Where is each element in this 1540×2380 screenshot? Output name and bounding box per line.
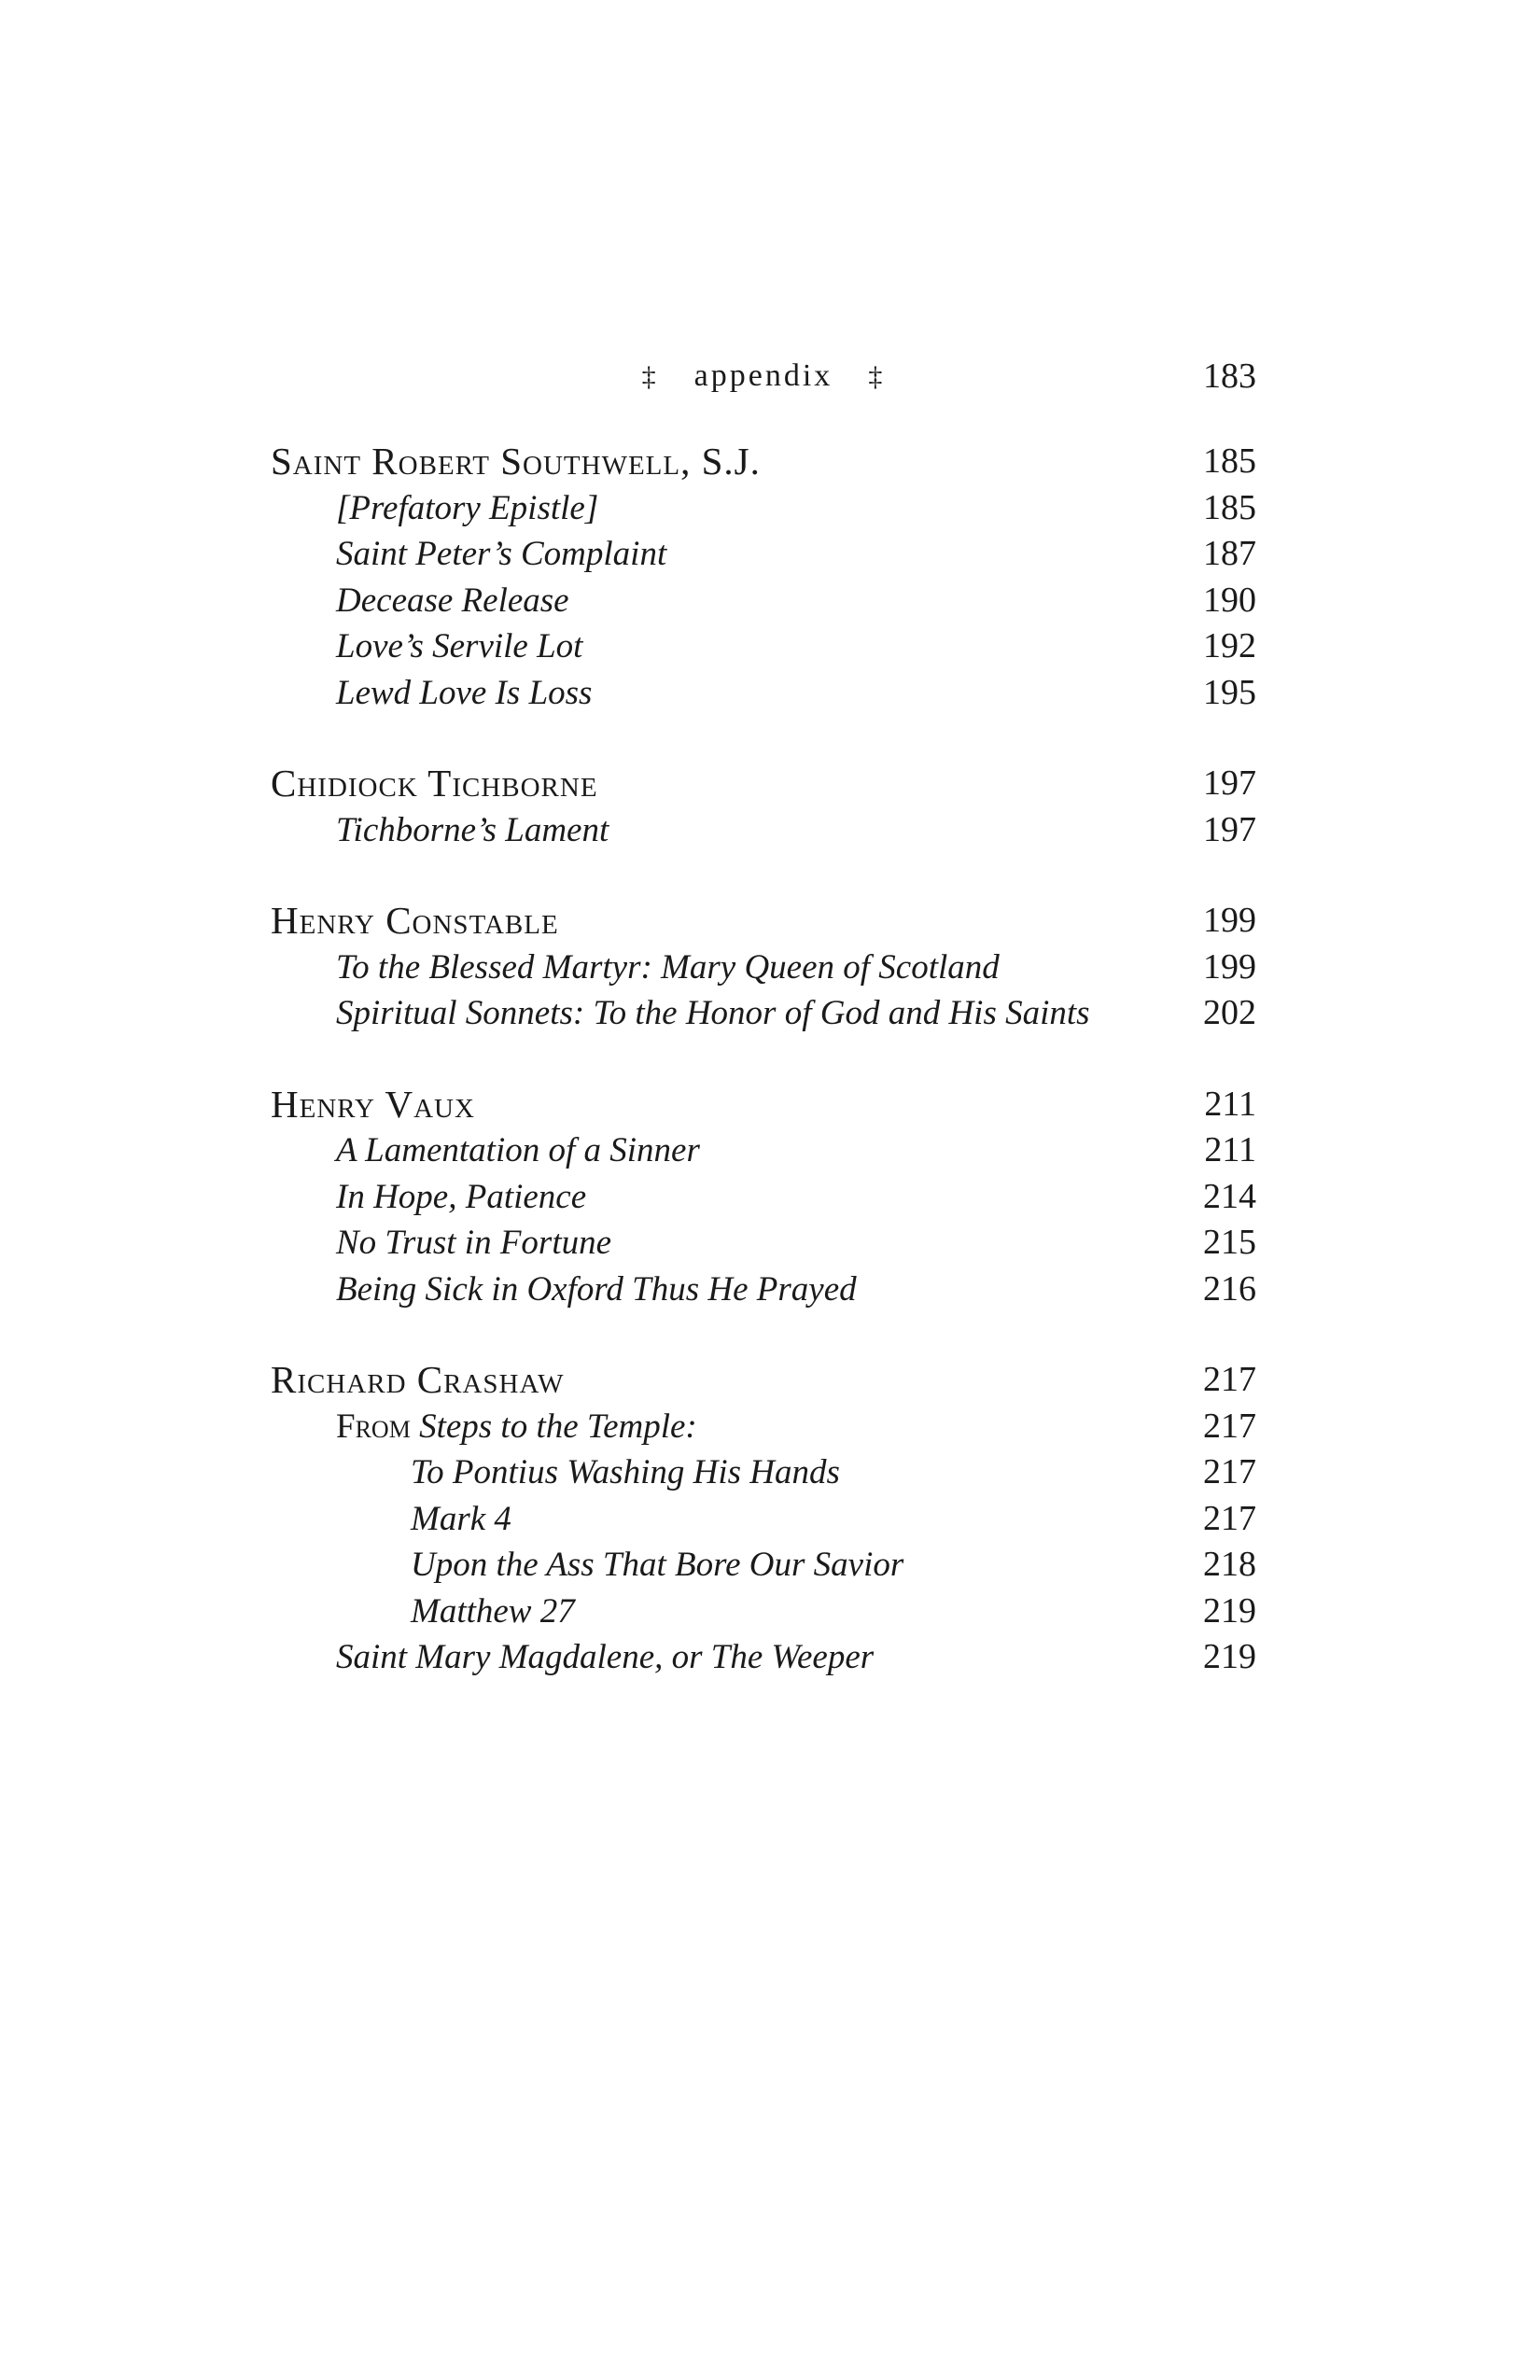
page-number: 197: [1203, 809, 1256, 849]
page-number: 211: [1204, 1084, 1256, 1124]
toc-entry: [271, 1634, 1256, 1681]
author-entry: [271, 1357, 1256, 1404]
author-name: Richard Crashaw: [271, 1358, 565, 1401]
entry-title-wrap: [271, 627, 582, 665]
entry-title: Saint Mary Magdalene, or The Weeper: [336, 1638, 875, 1676]
entry-title-wrap: [271, 1500, 511, 1538]
entry-title-wrap: [271, 1131, 700, 1169]
toc-section: [271, 898, 1256, 1037]
author-entry: [271, 761, 1256, 807]
page-number: 219: [1203, 1637, 1256, 1676]
entry-title-wrap: [271, 674, 592, 712]
page-number: 217: [1203, 1406, 1256, 1446]
entry-title: A Lamentation of a Sinner: [336, 1131, 700, 1169]
entry-title: Matthew 27: [411, 1591, 575, 1631]
page-number: 216: [1203, 1268, 1256, 1309]
page-number: 190: [1203, 580, 1256, 620]
toc-entry: [271, 578, 1256, 624]
entry-title-wrap: [271, 489, 598, 527]
page-number: 195: [1203, 672, 1256, 712]
entry-title: Being Sick in Oxford Thus He Prayed: [336, 1269, 857, 1309]
appendix-page-number: 183: [1203, 357, 1256, 396]
toc-entry: [271, 1589, 1256, 1635]
entry-title: Decease Release: [336, 581, 569, 620]
entry-title-wrap: [271, 1270, 857, 1309]
toc-entry: [271, 990, 1256, 1037]
toc-entry: [271, 1267, 1256, 1313]
page-number: 215: [1203, 1223, 1256, 1262]
toc-entry: [271, 1496, 1256, 1543]
page-number: 185: [1203, 441, 1256, 481]
toc-entry: [271, 1127, 1256, 1174]
author-name: Henry Vaux: [271, 1082, 475, 1126]
page-number: 217: [1203, 1498, 1256, 1538]
appendix-title: [271, 353, 1256, 400]
entry-title-wrap: [271, 948, 1000, 987]
page-number: 185: [1203, 487, 1256, 527]
author-name: Henry Constable: [271, 899, 559, 942]
author-name: Chidiock Tichborne: [271, 762, 598, 805]
entry-title-wrap: [271, 1592, 575, 1631]
entry-title: To Pontius Washing His Hands: [411, 1453, 840, 1491]
toc-section: [271, 439, 1256, 716]
entry-title-wrap: [271, 535, 666, 573]
entry-title-wrap: [271, 1453, 840, 1491]
entry-title: Love’s Servile Lot: [336, 627, 583, 665]
entry-title: [Prefatory Epistle]: [336, 488, 599, 527]
toc-entry: [271, 945, 1256, 991]
entry-title: Upon the Ass That Bore Our Savior: [411, 1546, 904, 1584]
page-number: 187: [1203, 534, 1256, 573]
toc-entry: [271, 485, 1256, 532]
toc-entry: [271, 623, 1256, 670]
page-number: 218: [1203, 1545, 1256, 1584]
entry-title: Lewd Love Is Loss: [336, 673, 593, 712]
toc-section: [271, 1082, 1256, 1313]
toc-entry: [271, 807, 1256, 854]
entry-title: Mark 4: [411, 1499, 511, 1538]
entry-title-wrap: [271, 1546, 903, 1584]
entry-prefix: From: [336, 1407, 411, 1446]
entry-title-wrap: [271, 1178, 586, 1216]
page-number: 199: [1203, 946, 1256, 987]
author-name: Saint Robert Southwell, S.J.: [271, 440, 761, 483]
entry-title-wrap: [271, 811, 609, 849]
toc-entry: [271, 1220, 1256, 1267]
page-number: 199: [1203, 901, 1256, 940]
entry-title: Saint Peter’s Complaint: [336, 535, 667, 573]
toc-entry: [271, 1174, 1256, 1221]
ornament-left: ‡: [641, 361, 659, 392]
page-number: 214: [1203, 1176, 1256, 1216]
author-entry: [271, 898, 1256, 945]
toc-entry: [271, 670, 1256, 717]
appendix-label: appendix: [693, 358, 833, 393]
page-number: 217: [1203, 1452, 1256, 1491]
entry-title: Tichborne’s Lament: [336, 810, 609, 849]
page-number: 217: [1203, 1360, 1256, 1399]
page-number: 202: [1203, 993, 1256, 1032]
entry-title: Spiritual Sonnets: To the Honor of God and His Saints: [336, 994, 1090, 1032]
toc-entry: [271, 531, 1256, 578]
entry-title: Steps to the Temple:: [419, 1407, 697, 1446]
toc-section: [271, 1357, 1256, 1681]
page-number: 197: [1203, 763, 1256, 803]
page-number: 211: [1204, 1130, 1256, 1169]
page-number: 219: [1203, 1590, 1256, 1631]
entry-title: To the Blessed Martyr: Mary Queen of Scotland: [336, 947, 1000, 987]
entry-title-wrap: [271, 994, 1090, 1032]
entry-title-wrap: [271, 1638, 874, 1676]
toc-entry: [271, 1449, 1256, 1496]
page-number: 192: [1203, 626, 1256, 665]
appendix-heading: [271, 353, 1256, 399]
entry-title-wrap: [271, 581, 569, 620]
entry-title: In Hope, Patience: [336, 1177, 587, 1216]
entry-title-wrap: [271, 1224, 611, 1262]
entry-title: No Trust in Fortune: [336, 1224, 612, 1262]
toc-entry: [271, 1542, 1256, 1589]
table-of-contents: [271, 439, 1256, 1726]
author-entry: [271, 439, 1256, 485]
entry-title-wrap: [271, 1407, 697, 1446]
author-entry: [271, 1082, 1256, 1128]
toc-section: [271, 761, 1256, 853]
toc-entry: [271, 1404, 1256, 1450]
ornament-right: ‡: [868, 361, 886, 392]
